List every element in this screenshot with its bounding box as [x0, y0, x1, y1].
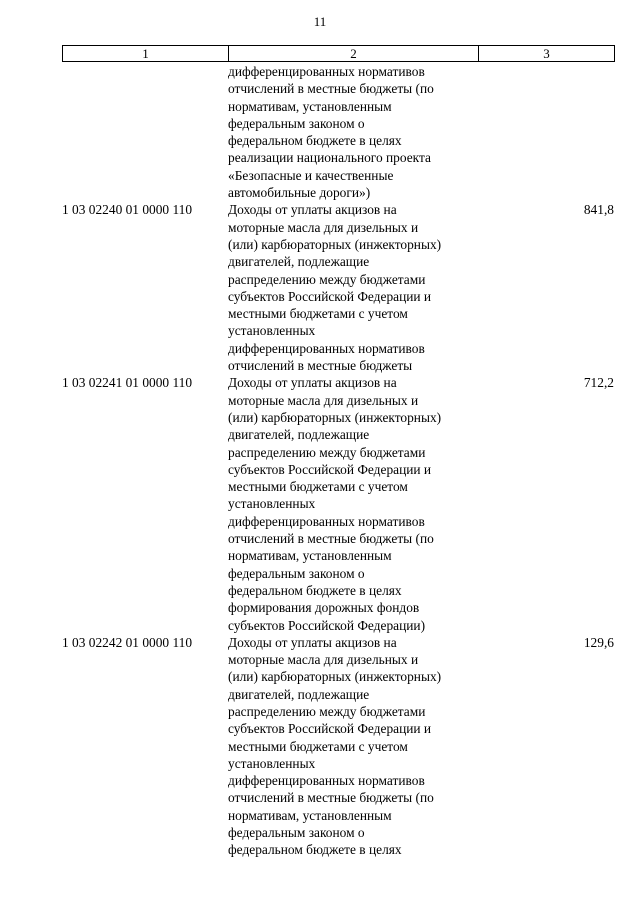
description-line: дифференцированных нормативов	[228, 513, 425, 529]
description-line: (или) карбюраторных (инжекторных)	[228, 669, 442, 685]
description-line: нормативам, установленным	[228, 807, 392, 823]
page-number: 11	[313, 14, 327, 29]
description-line: Доходы от уплаты акцизов на	[228, 634, 397, 650]
description-line: субъектов Российской Федерации и	[228, 288, 432, 304]
revenue-description	[228, 201, 478, 374]
description-line: двигателей, подлежащие	[228, 254, 370, 270]
description-line: федеральном бюджете в целях	[228, 133, 402, 149]
description-line: субъектов Российской Федерации и	[228, 461, 432, 477]
continuation-code-cell	[62, 63, 228, 201]
description-line: отчислений в местные бюджеты (по	[228, 81, 434, 97]
description-line: федеральном бюджете в целях	[228, 842, 402, 858]
description-line: двигателей, подлежащие	[228, 427, 370, 443]
description-line: моторные масла для дизельных и	[228, 219, 419, 235]
description-line: моторные масла для дизельных и	[228, 652, 419, 668]
description-line: реализации национального проекта	[228, 150, 431, 166]
continuation-row	[62, 63, 614, 201]
continuation-amount-cell	[478, 63, 614, 201]
description-line: федеральным законом о	[228, 115, 365, 131]
description-line: установленных	[228, 323, 316, 339]
header-col-3: 3	[479, 46, 615, 62]
description-line: местными бюджетами с учетом	[228, 738, 408, 754]
description-line: автомобильные дороги»)	[228, 185, 371, 201]
revenue-description	[228, 634, 478, 859]
description-line: дифференцированных нормативов	[228, 340, 425, 356]
budget-code: 1 03 02240 01 0000 110	[62, 202, 193, 218]
revenue-table	[62, 63, 614, 859]
revenue-description	[228, 374, 478, 633]
table-row	[62, 634, 614, 859]
description-line: местными бюджетами с учетом	[228, 306, 408, 322]
amount-value: 129,6	[583, 634, 614, 650]
description-line: распределению между бюджетами	[228, 703, 426, 719]
amount-value: 712,2	[583, 375, 614, 391]
header-row	[63, 46, 615, 62]
revenue-table-body	[62, 63, 614, 859]
description-line: местными бюджетами с учетом	[228, 479, 408, 495]
description-line: двигателей, подлежащие	[228, 686, 370, 702]
column-number-header	[62, 45, 615, 62]
description-line: отчислений в местные бюджеты	[228, 358, 413, 374]
header-col-2: 2	[229, 46, 479, 62]
description-line: субъектов Российской Федерации и	[228, 721, 432, 737]
description-line: установленных	[228, 496, 316, 512]
description-line: федеральным законом о	[228, 825, 365, 841]
description-line: Доходы от уплаты акцизов на	[228, 202, 397, 218]
description-line: федеральном бюджете в целях	[228, 582, 402, 598]
description-line: отчислений в местные бюджеты (по	[228, 531, 434, 547]
description-line: формирования дорожных фондов	[228, 600, 420, 616]
continuation-description	[228, 63, 478, 201]
description-line: распределению между бюджетами	[228, 444, 426, 460]
description-line: субъектов Российской Федерации)	[228, 617, 426, 633]
description-line: дифференцированных нормативов	[228, 773, 425, 789]
budget-code: 1 03 02242 01 0000 110	[62, 634, 193, 650]
table-row	[62, 374, 614, 633]
description-line: федеральным законом о	[228, 565, 365, 581]
description-line: Доходы от уплаты акцизов на	[228, 375, 397, 391]
description-line: (или) карбюраторных (инжекторных)	[228, 236, 442, 252]
description-line: дифференцированных нормативов	[228, 64, 425, 79]
description-line: нормативам, установленным	[228, 98, 392, 114]
description-line: (или) карбюраторных (инжекторных)	[228, 409, 442, 425]
amount-value: 841,8	[583, 202, 614, 218]
table-row	[62, 201, 614, 374]
description-line: отчислений в местные бюджеты (по	[228, 790, 434, 806]
description-line: «Безопасные и качественные	[228, 167, 394, 183]
budget-code: 1 03 02241 01 0000 110	[62, 375, 193, 391]
description-line: установленных	[228, 755, 316, 771]
description-line: нормативам, установленным	[228, 548, 392, 564]
description-line: распределению между бюджетами	[228, 271, 426, 287]
description-line: моторные масла для дизельных и	[228, 392, 419, 408]
header-col-1: 1	[63, 46, 229, 62]
